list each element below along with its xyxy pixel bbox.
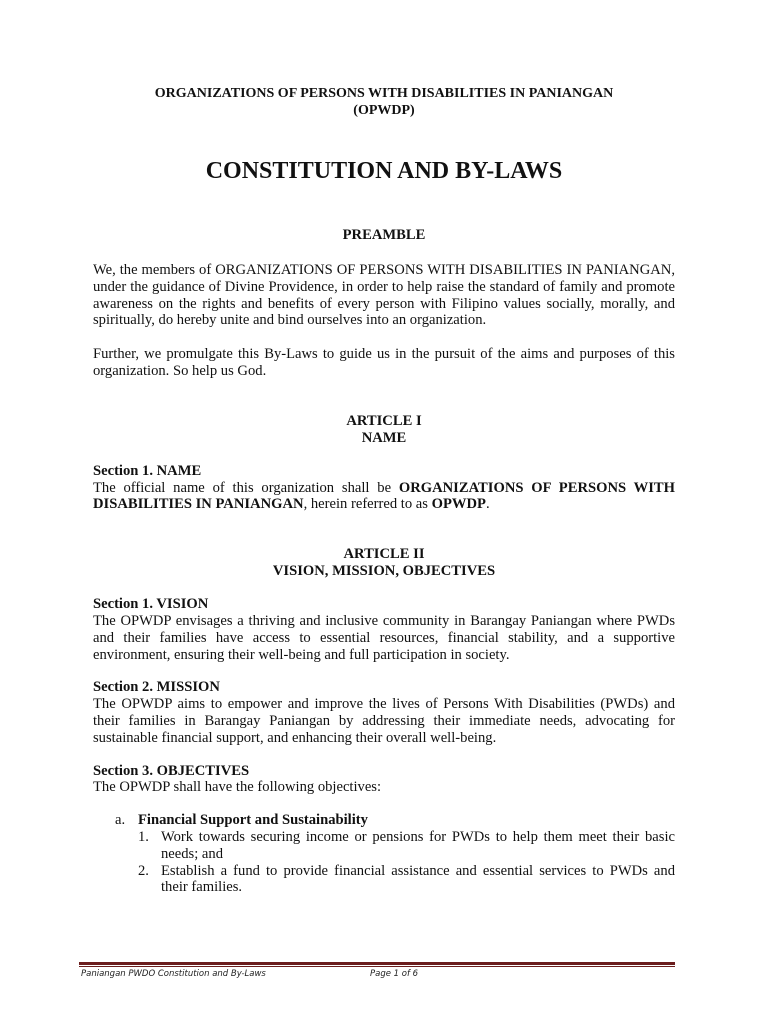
objective-heading <box>115 812 675 829</box>
organization-name: ORGANIZATIONS OF PERSONS WITH DISABILITIES IN PANIANGAN <box>154 86 614 101</box>
document-title: CONSTITUTION AND BY-LAWS <box>205 158 563 184</box>
list-item-number: 2. <box>138 862 149 879</box>
objective-title: Financial Support and Sustainability <box>138 812 368 829</box>
text-run: The official name of this organization shall be <box>93 479 399 496</box>
footer-page-number: Page 1 of 6 <box>370 969 419 979</box>
article-2-section-2 <box>93 679 675 746</box>
list-item-text: Work towards securing income or pensions for PWDs to help them meet their basic needs; and <box>161 828 675 862</box>
text-run: . <box>485 496 490 513</box>
list-item <box>138 863 675 897</box>
list-item-number: 1. <box>138 828 149 845</box>
article-2-section-1 <box>93 596 675 663</box>
preamble-heading: PREAMBLE <box>342 227 426 243</box>
article-1-number: ARTICLE I <box>346 412 422 429</box>
objective-a <box>93 812 675 896</box>
section-text: The OPWDP envisages a thriving and inclusive community in Barangay Paniangan where PWDs and their families have access to essential resources, financial stability, and a supportive environment, ensuring their well-being and full participation in society. <box>93 612 675 663</box>
preamble-paragraph-2: Further, we promulgate this By-Laws to guide us in the pursuit of the aims and purposes of this organization. So help us God. <box>93 346 675 379</box>
bold-org-name: ORGANIZATIONS OF PERSONS WITH DISABILITIES IN PANIANGAN <box>93 479 676 513</box>
organization-acronym: (OPWDP) <box>353 102 415 118</box>
document-page <box>93 86 675 896</box>
section-title: Section 1. NAME <box>93 462 202 479</box>
article-2-section-3 <box>93 763 675 797</box>
article-1-name: NAME <box>361 429 407 446</box>
footer-divider <box>79 962 675 965</box>
article-2-name: VISION, MISSION, OBJECTIVES <box>272 563 496 580</box>
section-text <box>93 480 675 514</box>
objective-letter: a. <box>115 812 126 829</box>
list-item <box>138 829 675 863</box>
section-title: Section 2. MISSION <box>93 679 220 696</box>
list-item-text: Establish a fund to provide financial assistance and essential services to PWDs and their families. <box>161 862 675 896</box>
bold-acronym: OPWDP <box>431 496 486 513</box>
article-1-section-1 <box>93 463 675 513</box>
footer-divider-thin <box>79 966 675 967</box>
section-text: The OPWDP aims to empower and improve the lives of Persons With Disabilities (PWDs) and their families in Barangay Paniangan by addressing their immediate needs, advocating for sustainable financial support, and enhancing their overall well-being. <box>93 696 675 746</box>
section-title: Section 1. VISION <box>93 596 209 613</box>
section-title: Section 3. OBJECTIVES <box>93 762 250 779</box>
preamble-paragraph-1: We, the members of ORGANIZATIONS OF PERSONS WITH DISABILITIES IN PANIANGAN, under the guidance of Divine Providence, in order to help raise the standard of family and promote awareness on the rights and benefits of every person with Filipino values socially, morally, and spiritually, do hereby unite and bind ourselves into an organization. <box>93 262 675 329</box>
section-text: The OPWDP shall have the following objectives: <box>93 779 382 796</box>
footer-document-name: Paniangan PWDO Constitution and By-Laws <box>81 969 266 979</box>
text-run: , herein referred to as <box>303 496 432 513</box>
article-2-number: ARTICLE II <box>343 546 425 563</box>
organization-title <box>93 86 675 119</box>
